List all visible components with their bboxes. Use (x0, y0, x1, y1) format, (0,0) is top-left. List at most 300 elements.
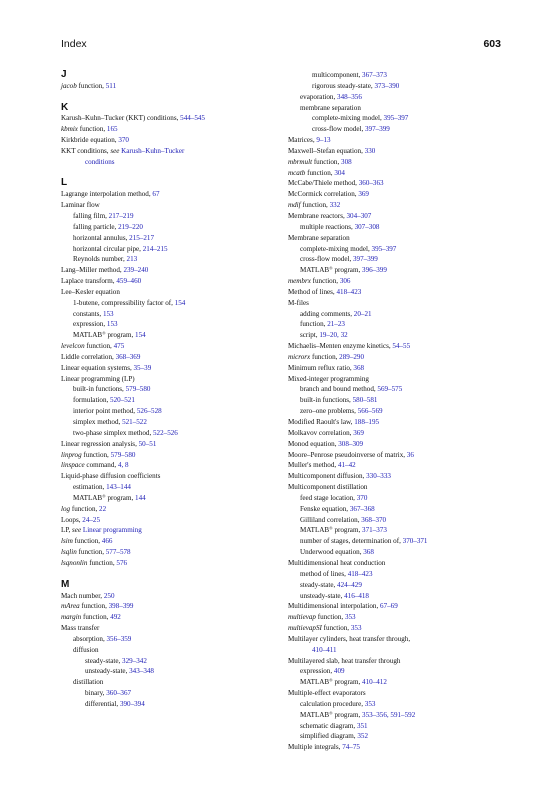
index-entry (288, 81, 503, 92)
entry-term: lsqlin (61, 548, 77, 557)
index-entry (61, 645, 273, 656)
page-link[interactable]: 544–545 (180, 114, 205, 123)
entry-term: linspace (61, 461, 85, 470)
page-link[interactable]: 54–55 (392, 342, 411, 351)
index-entry (61, 222, 273, 233)
page-link[interactable]: 308–309 (338, 439, 364, 448)
page-link[interactable]: 153 (102, 309, 114, 318)
page-link[interactable]: 24–25 (82, 515, 101, 524)
entry-term: two-phase simplex method, (73, 428, 153, 437)
index-entry (61, 612, 273, 623)
index-entry (288, 547, 503, 558)
page-link[interactable]: 329–342 (122, 656, 147, 665)
entry-term: MATLAB (300, 678, 330, 687)
entry-suffix: function, (79, 602, 109, 611)
index-entry (288, 124, 503, 135)
index-entry (288, 103, 503, 114)
index-entry (288, 525, 503, 536)
entry-term: margin (61, 613, 82, 622)
index-entry (288, 363, 503, 374)
entry-term: Liquid-phase diffusion coefficients (61, 472, 161, 481)
entry-term: Multiple integrals, (288, 743, 343, 752)
registered-mark: ® (102, 493, 106, 499)
page-link[interactable]: 397–399 (365, 125, 390, 134)
index-entry (61, 363, 273, 374)
page-link[interactable]: 395–397 (383, 114, 409, 123)
entry-suffix: function, (72, 537, 102, 546)
page-link[interactable]: 219–220 (118, 222, 143, 231)
page-link[interactable]: 153 (106, 320, 118, 329)
entry-term: mcatb (288, 168, 306, 177)
page-link[interactable]: 397–399 (353, 255, 378, 264)
page-link[interactable]: 330 (364, 146, 376, 155)
page-link[interactable]: 416–418 (344, 591, 369, 600)
section-gap (61, 92, 273, 103)
entry-term: rigorous steady-state, (312, 81, 375, 90)
page-link[interactable]: 395–397 (371, 244, 397, 253)
page-link[interactable]: 410–412 (362, 678, 387, 687)
page-link[interactable]: 19–20, 32 (319, 331, 348, 340)
page-link[interactable]: 373–390 (374, 81, 400, 90)
entry-term: number of stages, determination of, (300, 537, 403, 546)
page-link[interactable]: 307–308 (354, 222, 380, 231)
page-link[interactable]: 370–371 (402, 537, 428, 546)
section-letter: L (61, 177, 68, 189)
entry-term: multievapSI (288, 624, 322, 633)
page-link[interactable]: 144 (135, 493, 146, 502)
entry-term: formulation, (73, 396, 111, 405)
entry-suffix: function, (310, 352, 340, 361)
index-entry (61, 395, 273, 406)
entry-term-cont: program, (105, 331, 136, 340)
page-link[interactable]: 566–569 (357, 407, 383, 416)
page-link[interactable]: 351 (356, 721, 368, 730)
page-link[interactable]: 289–290 (339, 352, 364, 361)
index-entry (288, 146, 503, 157)
page-link[interactable]: 353 (364, 699, 376, 708)
index-entry (288, 70, 503, 81)
section-letter: K (61, 101, 69, 113)
page-link[interactable]: 418–423 (347, 569, 373, 578)
index-entry (288, 742, 503, 753)
page-link[interactable]: Linear programming (81, 526, 142, 535)
index-entry (61, 287, 273, 298)
page-link[interactable]: 398–399 (108, 602, 134, 611)
index-entry (61, 666, 273, 677)
page-link[interactable]: 308 (341, 157, 352, 166)
index-entry (288, 298, 503, 309)
entry-term: constants, (73, 309, 103, 318)
index-entry (61, 428, 273, 439)
index-entry (61, 113, 273, 124)
index-entry (288, 623, 503, 634)
index-entry (288, 428, 503, 439)
page-link[interactable]: 368–370 (361, 515, 387, 524)
section-gap (61, 168, 273, 179)
page-link[interactable]: 154 (135, 331, 146, 340)
entry-term: horizontal circular pipe, (73, 244, 143, 253)
page-link[interactable]: 424–429 (337, 580, 362, 589)
entry-term: Linear regression analysis, (61, 439, 139, 448)
page-link[interactable]: 67–69 (380, 602, 398, 611)
index-entry (61, 319, 273, 330)
index-entry (61, 298, 273, 309)
page-link[interactable]: 306 (339, 277, 351, 286)
page-link[interactable]: 576 (116, 558, 128, 567)
index-entry (288, 493, 503, 504)
page-link[interactable]: 214–215 (142, 244, 168, 253)
entry-term: steady-state, (85, 656, 123, 665)
page-link[interactable]: 20–21 (353, 309, 372, 318)
index-entry (61, 384, 273, 395)
entry-term: horizontal annulus, (73, 233, 130, 242)
page-link[interactable]: 360–367 (106, 689, 132, 698)
entry-term: lsim (61, 537, 73, 546)
section-gap (61, 569, 273, 580)
index-entry (61, 591, 273, 602)
entry-term: Matrices, (288, 136, 317, 145)
page-link[interactable]: 348–356 (337, 92, 362, 101)
section-letter: J (61, 69, 67, 80)
page-link[interactable]: 368 (353, 363, 365, 372)
page-link[interactable]: 165 (106, 125, 118, 134)
index-entry (61, 623, 273, 634)
entry-term: distillation (73, 678, 104, 687)
page-link[interactable]: 409 (333, 667, 345, 676)
entry-term-cont: program, (332, 266, 363, 275)
page-link[interactable]: 352 (357, 732, 368, 741)
entry-term: LP, (61, 526, 73, 535)
page-link[interactable]: 492 (110, 613, 121, 622)
page-link[interactable]: 367–368 (349, 504, 375, 513)
page-link[interactable]: 239–240 (123, 266, 149, 275)
entry-term: adding comments, (300, 309, 354, 318)
entry-term: Underwood equation, (300, 548, 364, 557)
index-entry (61, 439, 273, 450)
page-link[interactable]: 526–528 (136, 407, 162, 416)
see-reference: see (72, 526, 82, 535)
page-link[interactable]: 353 (344, 613, 356, 622)
index-entry (288, 211, 503, 222)
page-link[interactable]: 154 (174, 298, 186, 307)
page-link[interactable]: 213 (126, 255, 138, 264)
index-entry (288, 200, 503, 211)
page-link[interactable]: 143–144 (106, 483, 131, 492)
entry-term: Multicomponent diffusion, (288, 472, 367, 481)
entry-term: Laminar flow (61, 201, 100, 210)
index-entry (61, 558, 273, 569)
entry-term: unsteady-state, (300, 591, 345, 600)
page-link[interactable]: 332 (329, 201, 341, 210)
index-entry (61, 482, 273, 493)
index-entry (288, 558, 503, 569)
index-entry (288, 189, 503, 200)
entry-suffix: function, (77, 125, 107, 134)
page-link[interactable]: 371–373 (362, 526, 387, 535)
index-entry (61, 634, 273, 645)
entry-suffix: function, (76, 81, 106, 90)
entry-term: Minimum reflux ratio, (288, 363, 354, 372)
entry-term: Membrane reactors, (288, 211, 347, 220)
entry-term: Loops, (61, 515, 83, 524)
index-entry (288, 677, 503, 688)
entry-term: Maxwell–Stefan equation, (288, 146, 365, 155)
page-link[interactable]: 215–217 (129, 233, 154, 242)
page-link[interactable]: 520–521 (110, 396, 135, 405)
entry-term: Lagrange interpolation method, (61, 190, 153, 199)
page-link[interactable]: 466 (101, 537, 113, 546)
section-letter: M (61, 578, 70, 590)
page-link[interactable]: 580–581 (352, 396, 378, 405)
entry-term: Multiple-effect evaporators (288, 689, 366, 698)
page-link[interactable]: 21–23 (327, 320, 345, 329)
entry-term: 1-butene, compressibility factor of, (73, 298, 175, 307)
entry-term: Moore–Penrose pseudoinverse of matrix, (288, 450, 407, 459)
index-entry (61, 124, 273, 135)
index-column-left (61, 70, 273, 710)
index-entry (288, 721, 503, 732)
entry-term: Karush–Kuhn–Tucker (KKT) conditions, (61, 114, 181, 123)
entry-term: membrx (288, 277, 311, 286)
entry-term: Method of lines, (288, 287, 337, 296)
index-column-right (288, 70, 503, 753)
index-entry (288, 222, 503, 233)
page-link[interactable]: 410–411 (312, 645, 337, 654)
entry-term: MATLAB (300, 526, 330, 535)
index-entry (61, 504, 273, 515)
registered-mark: ® (102, 330, 106, 336)
entry-term: estimation, (73, 483, 107, 492)
entry-term: expression, (300, 667, 334, 676)
entry-term: McCormick correlation, (288, 190, 359, 199)
entry-term: microrx (288, 352, 311, 361)
page-link[interactable]: 390–394 (119, 699, 145, 708)
page-link[interactable]: 250 (103, 591, 115, 600)
entry-term: Mixed-integer programming (288, 374, 369, 383)
index-entry (61, 417, 273, 428)
entry-term: Monod equation, (288, 439, 339, 448)
page-link[interactable]: 475 (113, 342, 125, 351)
entry-term: KKT conditions, (61, 146, 111, 155)
entry-term: method of lines, (300, 569, 348, 578)
page-link[interactable]: 67 (152, 190, 160, 199)
entry-term: complete-mixing model, (312, 114, 384, 123)
page-link[interactable]: 330–333 (366, 472, 391, 481)
entry-term: Kirkbride equation, (61, 136, 119, 145)
index-entry (61, 601, 273, 612)
index-entry (288, 319, 503, 330)
page-link[interactable]: 50–51 (138, 439, 157, 448)
page-link[interactable]: 22 (99, 504, 107, 513)
entry-term: absorption, (73, 634, 107, 643)
entry-term: Mach number, (61, 591, 104, 600)
page-link[interactable]: 569–575 (377, 385, 403, 394)
index-entry (288, 569, 503, 580)
page-link[interactable]: 367–373 (362, 71, 387, 79)
entry-term: expression, (73, 320, 107, 329)
page-link[interactable]: 579–580 (125, 385, 151, 394)
page-link[interactable]: 396–399 (362, 266, 387, 275)
page-link[interactable]: 579–580 (110, 450, 136, 459)
entry-term: multiple reactions, (300, 222, 355, 231)
page-link[interactable]: 304–307 (346, 211, 372, 220)
entry-term: feed stage location, (300, 493, 357, 502)
index-entry (288, 341, 503, 352)
entry-suffix: function, (81, 613, 111, 622)
index-entry (288, 384, 503, 395)
index-entry (61, 406, 273, 417)
index-entry (61, 656, 273, 667)
entry-term: schematic diagram, (300, 721, 357, 730)
registered-mark: ® (329, 525, 333, 531)
entry-term-cont: program, (105, 493, 136, 502)
entry-term: function, (300, 320, 328, 329)
entry-term: MATLAB (300, 710, 330, 719)
index-entry (288, 645, 503, 656)
page-link[interactable]: Karush–Kuhn–Tucker (119, 146, 185, 155)
entry-term-cont: program, (332, 678, 363, 687)
index-entry (61, 135, 273, 146)
entry-term: linprog (61, 450, 82, 459)
index-entry (288, 580, 503, 591)
entry-term: built-in functions, (300, 396, 353, 405)
page-link[interactable]: 343–348 (129, 667, 154, 676)
entry-suffix: function, (300, 201, 330, 210)
entry-term: evaporation, (300, 92, 338, 101)
entry-term: McCabe/Thiele method, (288, 179, 359, 188)
entry-suffix: function, (315, 613, 345, 622)
entry-suffix: function, (84, 342, 114, 351)
see-reference: see (110, 146, 120, 155)
index-entry (288, 309, 503, 320)
index-entry (61, 189, 273, 200)
page-link[interactable]: 36 (406, 450, 414, 459)
page-link[interactable]: 369 (353, 428, 364, 437)
entry-suffix: function, (321, 624, 351, 633)
page-link[interactable]: 521–522 (122, 418, 147, 426)
index-entry (288, 113, 503, 124)
index-entry (61, 450, 273, 461)
index-entry (61, 471, 273, 482)
entry-term: Multidimensional interpolation, (288, 602, 381, 611)
entry-term: Gilliland correlation, (300, 515, 362, 524)
index-entry (288, 157, 503, 168)
index-entry (288, 601, 503, 612)
index-entry (288, 536, 503, 547)
index-entry (288, 515, 503, 526)
entry-term: branch and bound method, (300, 385, 378, 394)
index-entry (61, 211, 273, 222)
page-link[interactable]: 368 (363, 548, 374, 557)
registered-mark: ® (329, 265, 333, 271)
entry-term: Multilayer cylinders, heat transfer through, (288, 634, 411, 643)
registered-mark: ® (329, 710, 333, 716)
entry-suffix: command, (84, 461, 118, 470)
entry-term: Michaelis–Menten enzyme kinetics, (288, 342, 393, 351)
page-link[interactable]: 9–13 (316, 136, 331, 145)
page-link[interactable]: 304 (334, 168, 345, 177)
entry-term: cross-flow model, (312, 125, 365, 134)
page-link[interactable]: 188–195 (354, 418, 380, 426)
index-entry (288, 233, 503, 244)
entry-term: Linear equation systems, (61, 363, 134, 372)
index-entry (288, 135, 503, 146)
page-link[interactable]: 522–526 (153, 428, 178, 437)
entry-term: falling particle, (73, 222, 119, 231)
page-link[interactable]: 217–219 (108, 211, 134, 220)
page-link[interactable]: 74–75 (342, 743, 360, 752)
entry-term: calculation procedure, (300, 699, 365, 708)
page-link[interactable]: 511 (105, 81, 117, 90)
page-link[interactable]: 353 (350, 624, 362, 633)
index-entry (288, 656, 503, 667)
index-entry (288, 710, 503, 721)
entry-term: log (61, 504, 71, 513)
entry-term: zero–one problems, (300, 407, 358, 416)
index-entry (288, 731, 503, 742)
index-entry (61, 330, 273, 341)
index-entry (61, 374, 273, 385)
index-entry (61, 276, 273, 287)
page-link[interactable]: 360–363 (358, 179, 384, 188)
index-entry (288, 287, 503, 298)
index-entry (61, 341, 273, 352)
entry-term: diffusion (73, 645, 99, 654)
page-link[interactable]: 4, 8 (117, 461, 129, 470)
index-entry (288, 352, 503, 363)
entry-term: binary, (85, 689, 107, 698)
index-entry (61, 244, 273, 255)
page-link[interactable]: 356–359 (106, 634, 132, 643)
entry-term: differential, (85, 699, 120, 708)
index-entry (288, 612, 503, 623)
entry-term: falling film, (73, 211, 109, 220)
index-entry (61, 265, 273, 276)
entry-term: Multicomponent distillation (288, 483, 368, 492)
index-entry (61, 536, 273, 547)
index-entry (288, 666, 503, 677)
page-link[interactable]: 370 (118, 136, 129, 145)
entry-term: multievap (288, 613, 316, 622)
entry-term: Liddle correlation, (61, 352, 116, 361)
index-entry (288, 395, 503, 406)
entry-term: Reynolds number, (73, 255, 127, 264)
index-entry (61, 233, 273, 244)
page-link[interactable]: 370 (356, 493, 368, 502)
page-link[interactable]: 353–356, 591–592 (362, 710, 416, 719)
entry-term: Multilayered slab, heat transfer through (288, 656, 401, 665)
page-link[interactable]: 369 (358, 190, 369, 199)
page-link[interactable]: 459–460 (116, 277, 142, 286)
entry-term: Membrane separation (288, 233, 350, 242)
page-link[interactable]: 41–42 (337, 461, 356, 470)
entry-term-cont: program, (332, 710, 363, 719)
index-entry (61, 493, 273, 504)
page-link[interactable]: 368–369 (115, 352, 141, 361)
running-title: Index (61, 38, 87, 50)
registered-mark: ® (329, 677, 333, 683)
entry-suffix: function, (76, 548, 106, 557)
index-entry (288, 178, 503, 189)
entry-term: script, (300, 331, 320, 340)
page-link[interactable]: 35–39 (133, 363, 152, 372)
page-link[interactable]: conditions (85, 157, 115, 166)
index-entry (288, 168, 503, 179)
page-link[interactable]: 418–423 (336, 287, 362, 296)
index-entry (288, 504, 503, 515)
index-entry (61, 200, 273, 211)
page-link[interactable]: 577–578 (105, 548, 131, 557)
